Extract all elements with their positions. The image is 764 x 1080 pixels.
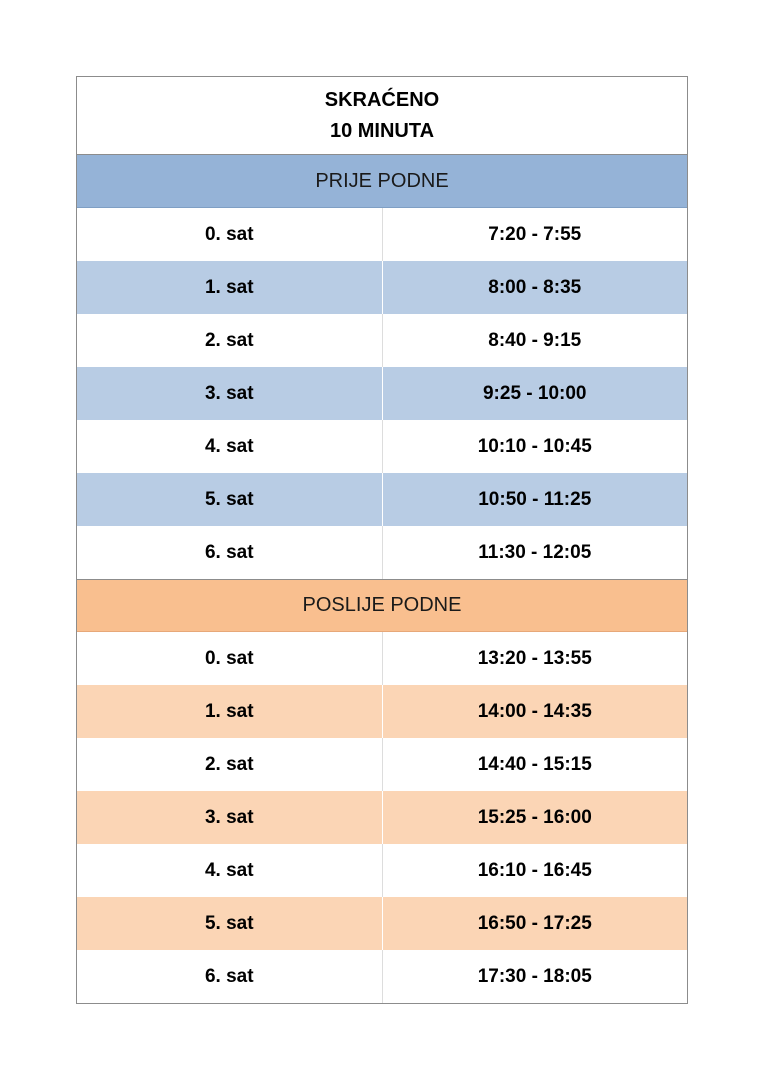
time-cell: 14:00 - 14:35 xyxy=(477,700,592,722)
time-cell: 9:25 - 10:00 xyxy=(482,382,587,404)
schedule-table xyxy=(76,76,688,1004)
period-cell: 4. sat xyxy=(77,844,383,897)
title-line-1: SKRAĆENO xyxy=(324,88,440,111)
period-cell: 0. sat xyxy=(77,208,383,261)
time-cell: 10:50 - 11:25 xyxy=(478,488,592,510)
period-cell: 1. sat xyxy=(77,261,383,314)
morning-section-header: PRIJE PODNE xyxy=(77,155,687,208)
table-row xyxy=(77,367,687,420)
time-cell: 16:10 - 16:45 xyxy=(477,859,592,881)
period-cell: 6. sat xyxy=(77,950,383,1003)
table-row xyxy=(77,844,687,897)
period-cell: 2. sat xyxy=(77,314,383,367)
time-cell: 13:20 - 13:55 xyxy=(477,647,592,669)
table-row xyxy=(77,632,687,685)
period-cell: 5. sat xyxy=(77,473,383,526)
period-cell: 1. sat xyxy=(77,685,383,738)
table-row xyxy=(77,208,687,261)
period-cell: 3. sat xyxy=(77,367,383,420)
period-cell: 3. sat xyxy=(77,791,383,844)
table-row xyxy=(77,897,687,950)
table-row xyxy=(77,473,687,526)
title-line-2: 10 MINUTA xyxy=(329,119,435,142)
table-title xyxy=(77,77,687,155)
table-row xyxy=(77,526,687,579)
time-cell: 8:00 - 8:35 xyxy=(488,276,582,298)
time-cell: 16:50 - 17:25 xyxy=(477,912,592,934)
afternoon-section-header: POSLIJE PODNE xyxy=(77,579,687,632)
table-row xyxy=(77,791,687,844)
time-cell: 17:30 - 18:05 xyxy=(477,965,592,987)
period-cell: 6. sat xyxy=(77,526,383,579)
time-cell: 11:30 - 12:05 xyxy=(478,541,592,563)
period-cell: 4. sat xyxy=(77,420,383,473)
period-cell: 0. sat xyxy=(77,632,383,685)
table-row xyxy=(77,685,687,738)
time-cell: 15:25 - 16:00 xyxy=(477,806,592,828)
period-cell: 5. sat xyxy=(77,897,383,950)
table-row xyxy=(77,950,687,1003)
time-cell: 7:20 - 7:55 xyxy=(488,223,582,245)
time-cell: 10:10 - 10:45 xyxy=(477,435,592,457)
table-row xyxy=(77,261,687,314)
table-row xyxy=(77,314,687,367)
table-row xyxy=(77,420,687,473)
time-cell: 14:40 - 15:15 xyxy=(477,753,592,775)
time-cell: 8:40 - 9:15 xyxy=(488,329,582,351)
table-row xyxy=(77,738,687,791)
period-cell: 2. sat xyxy=(77,738,383,791)
